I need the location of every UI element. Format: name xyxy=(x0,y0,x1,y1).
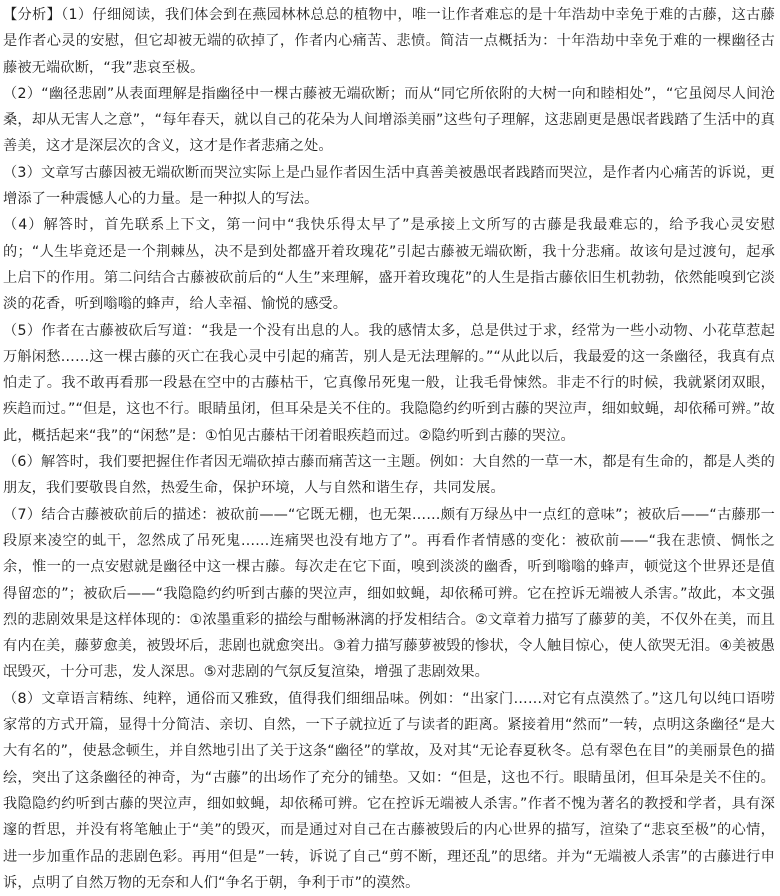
analysis-paragraph-2: （2）“幽径悲剧”从表面理解是指幽径中一棵古藤被无端砍断；而从“同它所依附的大树一向和睦相处”，“它虽阅尽人间沧桑，却从无害人之意”，“每年春天，就以自己的花朵为人间增添美丽”这些句子理解，这悲剧更是愚氓者践踏了生活中的真善美，这才是深层次的含义，这才是作者悲痛之处。 xyxy=(3,85,775,155)
analysis-paragraph-4: （4）解答时，首先联系上下文，第一问中“我快乐得太早了”是承接上文所写的古藤是我最难忘的，给予我心灵安慰的；“人生毕竟还是一个荆棘丛，决不是到处都盛开着玫瑰花”引起古藤被无端砍断，我十分悲痛。故该句是过渡句，起承上启下的作用。第二问结合古藤被砍前后的“人生”来理解，盛开着玫瑰花”的人生是指古藤依旧生机勃勃，依然能嗅到它淡淡的花香，听到嗡嗡的蜂声，给人幸福、愉悦的感受。 xyxy=(3,217,775,313)
analysis-paragraph-5: （5）作者在古藤被砍后写道：“我是一个没有出息的人。我的感情太多，总是供过于求，经常为一些小动物、小花草惹起万斛闲愁……这一棵古藤的灭亡在我心灵中引起的痛苦，别人是无法理解的。”“从此以后，我最爱的这一条幽径，我真有点怕走了。我不敢再看那一段悬在空中的古藤枯干，它真像吊死鬼一般，让我毛骨悚然。非走不行的时候，我就紧闭双眼，疾趋而过。”“但是，这也不行。眼睛虽闭，但耳朵是关不住的。我隐隐约约听到古藤的哭泣声，细如蚊蝇，却依稀可辨。”故此，概括起来“我”的“闲愁”是：①怕见古藤枯干闭着眼疾趋而过。②隐约听到古藤的哭泣。 xyxy=(3,322,775,444)
analysis-paragraph-3: （3）文章写古藤因被无端砍断而哭泣实际上是凸显作者因生活中真善美被愚氓者践踏而哭泣，是作者内心痛苦的诉说，更增添了一种震憾人心的力量。是一种拟人的写法。 xyxy=(3,164,775,208)
analysis-tag: 【分析】 xyxy=(3,7,62,23)
analysis-paragraph-1-text: （1）仔细阅读，我们体会到在燕园林林总总的植物中，唯一让作者难忘的是十年浩劫中幸免于难的古藤，这古藤是作者心灵的安慰，但它却被无端的砍掉了，作者内心痛苦、悲愤。简洁一点概括为：十年浩劫中幸免于难的一棵幽径古藤被无端砍断，“我”悲哀至极。 xyxy=(3,7,775,76)
analysis-paragraph-8: （8）文章语言精练、纯粹，通俗而又雅致，值得我们细细品味。例如：“出家门……对它有点漠然了。”这几句以纯口语唠家常的方式开篇，显得十分简洁、亲切、自然，一下子就拉近了与读者的距离。紧接着用“然而”一转，点明这条幽径“是大大有名的”，使悬念顿生，并自然地引出了关于这条“幽径”的掌故，及对其“无论春夏秋冬。总有翠色在目”的美丽景色的描绘，突出了这条幽径的神奇，为“古藤”的出场作了充分的铺垫。又如：“但是，这也不行。眼睛虽闭，但耳朵是关不住的。我隐隐约约听到古藤的哭泣声，细如蚊蝇，却依稀可辨。它在控诉无端被人杀害。”作者不愧为著名的教授和学者，具有深邃的哲思，并没有将笔触止于“美”的毁灭，而是通过对自己在古藤被毁后的内心世界的描写，渲染了“悲哀至极”的心情，进一步加重作品的悲剧色彩。再用“但是”一转，诉说了自己“剪不断，理还乱”的思绪。并为“无端被人杀害”的古藤进行申诉，点明了自然万物的无奈和人们“争名于朝，争利于市”的漠然。 xyxy=(3,690,775,891)
analysis-paragraph-6: （6）解答时，我们要把握住作者因无端砍掉古藤而痛苦这一主题。例如：大自然的一草一木，都是有生命的，都是人类的朋友，我们要敬畏自然，热爱生命，保护环境，人与自然和谐生存，共同发展。 xyxy=(3,454,775,497)
analysis-paragraph-7: （7）结合古藤被砍前后的描述：被砍前——“它既无棚，也无架……颇有万绿丛中一点红的意味”；被砍后——“古藤那一段原来凌空的虬干，忽然成了吊死鬼……连痛哭也没有地方了”。再看作者情感的变化：被砍前——“我在悲愤、惆怅之余，惟一的一点安慰就是幽径中这一棵古藤。每次走在它下面，嗅到淡淡的幽香，听到嗡嗡的蜂声，顿觉这个世界还是值得留恋的”；被砍后——“我隐隐约约听到古藤的哭泣声，细如蚊蝇，却依稀可辨。它在控诉无端被人杀害。”故此，本文强烈的悲剧效果是这样体现的：①浓墨重彩的描绘与酣畅淋漓的抒发相结合。②文章着力描写了藤萝的美，不仅外在美，而且有内在美，藤萝愈美，被毁坏后，悲剧也就愈突出。③着力描写藤萝被毁的惨状，令人触目惊心，使人欲哭无泪。④美被愚氓毁灭，十分可悲，发人深思。⑤对悲剧的气氛反复渲染，增强了悲剧效果。 xyxy=(3,506,775,681)
analysis-paragraph-1 xyxy=(3,2,775,81)
analysis-document xyxy=(3,2,775,896)
